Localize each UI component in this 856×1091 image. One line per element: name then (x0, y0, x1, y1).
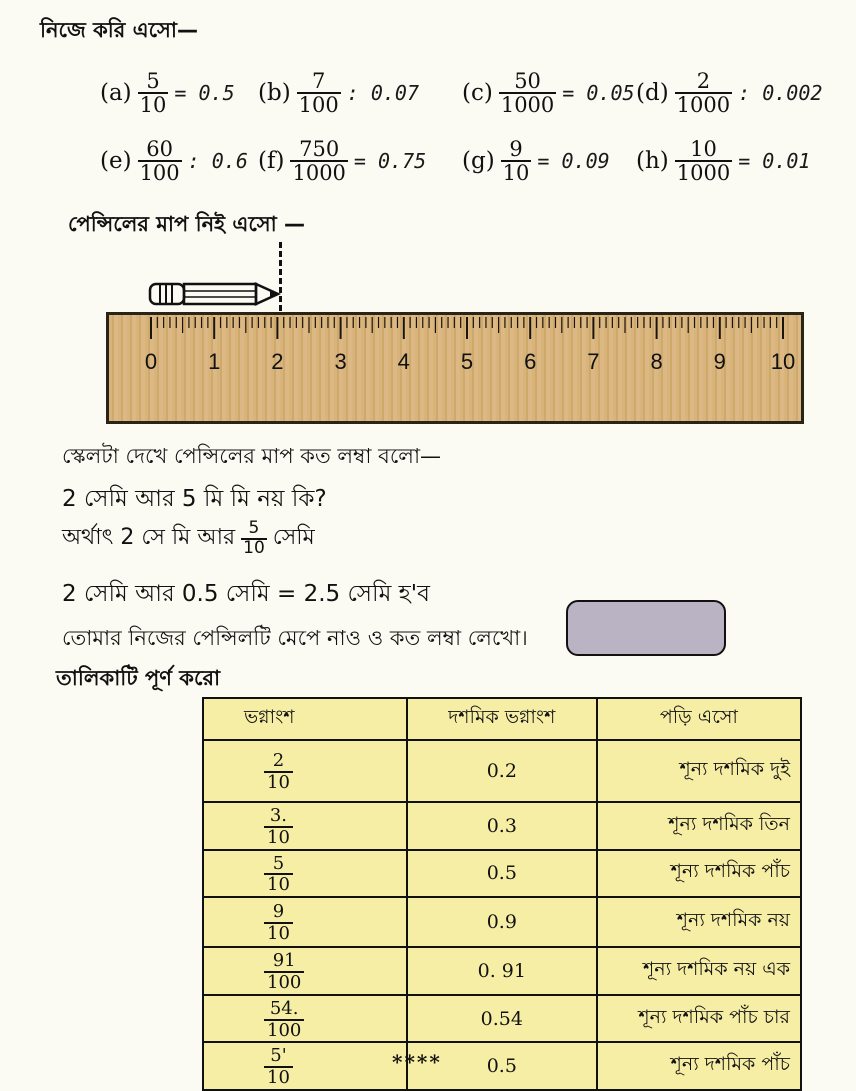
row-numerator: 91 (272, 950, 296, 972)
header-read: পড়ি এসো (597, 698, 801, 740)
fraction-numerator: 10 (690, 137, 717, 161)
cell-decimal: 0.9 (407, 897, 597, 947)
row-numerator: 2 (272, 750, 285, 772)
row-numerator: 54. (269, 997, 299, 1019)
exercise-label: (b) (258, 80, 291, 107)
cell-decimal: 0.5 (407, 850, 597, 898)
line3-num: 5 (248, 518, 260, 538)
cell-decimal: 0.3 (407, 802, 597, 850)
exercise-item (258, 138, 426, 184)
cell-fraction (203, 850, 407, 898)
row-fraction (264, 751, 293, 793)
cell-fraction (203, 802, 407, 850)
cell-read: শূন্য দশমিক পাঁচ চার (597, 995, 801, 1043)
section-title-table: তালিকাটি পূর্ণ করো (56, 666, 221, 690)
cell-decimal: 0.2 (407, 740, 597, 802)
exercise-fraction (297, 70, 341, 116)
row-fraction (264, 999, 304, 1041)
cell-read: শূন্য দশমিক নয় এক (597, 947, 801, 995)
cell-fraction (203, 740, 407, 802)
exercise-item (462, 138, 610, 184)
ruler-number: 0 (144, 349, 158, 374)
fraction-denominator: 1000 (676, 93, 731, 118)
exercise-item (100, 138, 248, 184)
cell-decimal: 0.54 (407, 995, 597, 1043)
fraction-numerator: 9 (509, 137, 523, 161)
table-row (203, 802, 801, 850)
line3-fraction (241, 520, 267, 558)
ruler-number: 6 (524, 349, 537, 374)
answer-box[interactable] (566, 600, 726, 656)
fraction-numerator: 60 (146, 137, 173, 161)
exercise-item (462, 70, 635, 116)
exercise-answer: = 0.5 (174, 81, 235, 106)
row-fraction (264, 806, 293, 848)
ruler-number: 5 (460, 349, 474, 374)
row-denominator: 10 (264, 873, 293, 895)
table-row (203, 947, 801, 995)
exercise-label: (e) (100, 148, 132, 175)
exercise-answer: = 0.09 (537, 149, 610, 174)
exercise-item (100, 70, 235, 116)
table-row (203, 897, 801, 947)
exercise-fraction (138, 70, 169, 116)
exercise-item (636, 138, 810, 184)
row-fraction (264, 902, 293, 944)
row-fraction (264, 854, 293, 896)
exercise-label: (d) (636, 80, 669, 107)
exercise-fraction (290, 138, 347, 184)
table-row (203, 740, 801, 802)
fraction-numerator: 7 (312, 69, 326, 93)
ruler (106, 312, 804, 424)
fraction-denominator: 100 (298, 93, 339, 118)
ruler-number: 7 (587, 349, 600, 374)
exercise-fraction (138, 138, 182, 184)
footer-stars: **** (392, 1050, 442, 1074)
cell-decimal: 0.5 (407, 1042, 597, 1090)
table-header-row (203, 698, 801, 740)
exercise-label: (a) (100, 80, 132, 107)
cell-fraction (203, 1042, 407, 1090)
exercise-answer: : 0.6 (187, 149, 248, 174)
pencil-icon (148, 280, 283, 308)
exercise-answer: = 0.75 (353, 149, 427, 174)
cell-decimal: 0. 91 (407, 947, 597, 995)
row-denominator: 10 (264, 771, 293, 793)
section-title-pencil: পেন্সিলের মাপ নিই এসো — (68, 212, 306, 236)
text-line-4: 2 সেমি আর 0.5 সেমি = 2.5 সেমি হ'ব (62, 581, 430, 607)
fraction-numerator: 750 (299, 137, 340, 161)
fraction-denominator: 1000 (500, 93, 555, 118)
row-denominator: 10 (264, 922, 293, 944)
ruler-number: 2 (271, 349, 284, 374)
row-numerator: 5 (272, 852, 285, 874)
table-row (203, 1042, 801, 1090)
ruler-number: 10 (770, 349, 796, 374)
exercise-fraction (675, 70, 732, 116)
cell-read: শূন্য দশমিক নয় (597, 897, 801, 947)
fraction-denominator: 1000 (676, 161, 731, 186)
row-numerator: 9 (272, 901, 285, 923)
exercise-item (258, 70, 419, 116)
fraction-numerator: 2 (696, 69, 711, 93)
row-denominator: 100 (264, 1019, 304, 1041)
line3-prefix: অর্থাৎ 2 সে মি আর (62, 525, 236, 551)
row-numerator: 5' (270, 1045, 287, 1067)
text-line-5: তোমার নিজের পেন্সিলটি মেপে নাও ও কত লম্বা লেখো। (62, 626, 528, 650)
exercise-answer: = 0.01 (738, 149, 811, 174)
ruler-number: 4 (397, 349, 410, 374)
exercise-fraction (499, 70, 556, 116)
table-row (203, 995, 801, 1043)
fraction-denominator: 10 (502, 161, 530, 186)
section-title-practice: নিজে করি এসো— (40, 18, 199, 42)
fraction-table (202, 697, 802, 1091)
cell-fraction (203, 947, 407, 995)
exercise-answer: : 0.002 (738, 81, 823, 106)
row-numerator: 3. (269, 805, 288, 826)
text-line-3 (62, 520, 315, 558)
cell-read: শূন্য দশমিক দুই (597, 740, 801, 802)
ruler-number: 3 (334, 349, 347, 374)
fraction-denominator: 10 (139, 93, 167, 118)
text-line-2: 2 সেমি আর 5 মি মি নয় কি? (62, 486, 327, 512)
line3-den: 10 (243, 537, 265, 558)
header-decimal: দশমিক ভগ্নাংশ (407, 698, 597, 740)
fraction-denominator: 100 (139, 161, 180, 186)
row-denominator: 10 (264, 826, 293, 848)
line3-suffix: সেমি (272, 525, 315, 551)
row-fraction (264, 951, 304, 993)
cell-read: শূন্য দশমিক তিন (597, 802, 801, 850)
exercise-label: (g) (462, 148, 495, 175)
ruler-ticks (109, 315, 801, 421)
exercise-label: (h) (636, 148, 669, 175)
exercise-label: (c) (462, 80, 493, 107)
header-fraction: ভগ্নাংশ (203, 698, 407, 740)
exercise-fraction (501, 138, 532, 184)
table-row (203, 850, 801, 898)
cell-fraction (203, 995, 407, 1043)
fraction-denominator: 1000 (292, 161, 346, 186)
cell-fraction (203, 897, 407, 947)
text-line-1: স্কেলটা দেখে পেন্সিলের মাপ কত লম্বা বলো— (62, 444, 442, 468)
row-denominator: 100 (264, 971, 304, 993)
cell-read: শূন্য দশমিক পাঁচ (597, 1042, 801, 1090)
exercise-fraction (675, 138, 732, 184)
cell-read: শূন্য দশমিক পাঁচ (597, 850, 801, 898)
fraction-numerator: 5 (146, 69, 160, 93)
ruler-number: 1 (208, 349, 221, 374)
ruler-number: 9 (713, 349, 726, 374)
row-denominator: 10 (264, 1066, 293, 1088)
exercise-answer: = 0.05 (562, 81, 635, 106)
exercise-label: (f) (258, 148, 285, 175)
exercise-item (636, 70, 822, 116)
ruler-number: 8 (650, 349, 663, 374)
fraction-numerator: 50 (514, 69, 541, 93)
exercise-answer: : 0.07 (346, 81, 420, 106)
